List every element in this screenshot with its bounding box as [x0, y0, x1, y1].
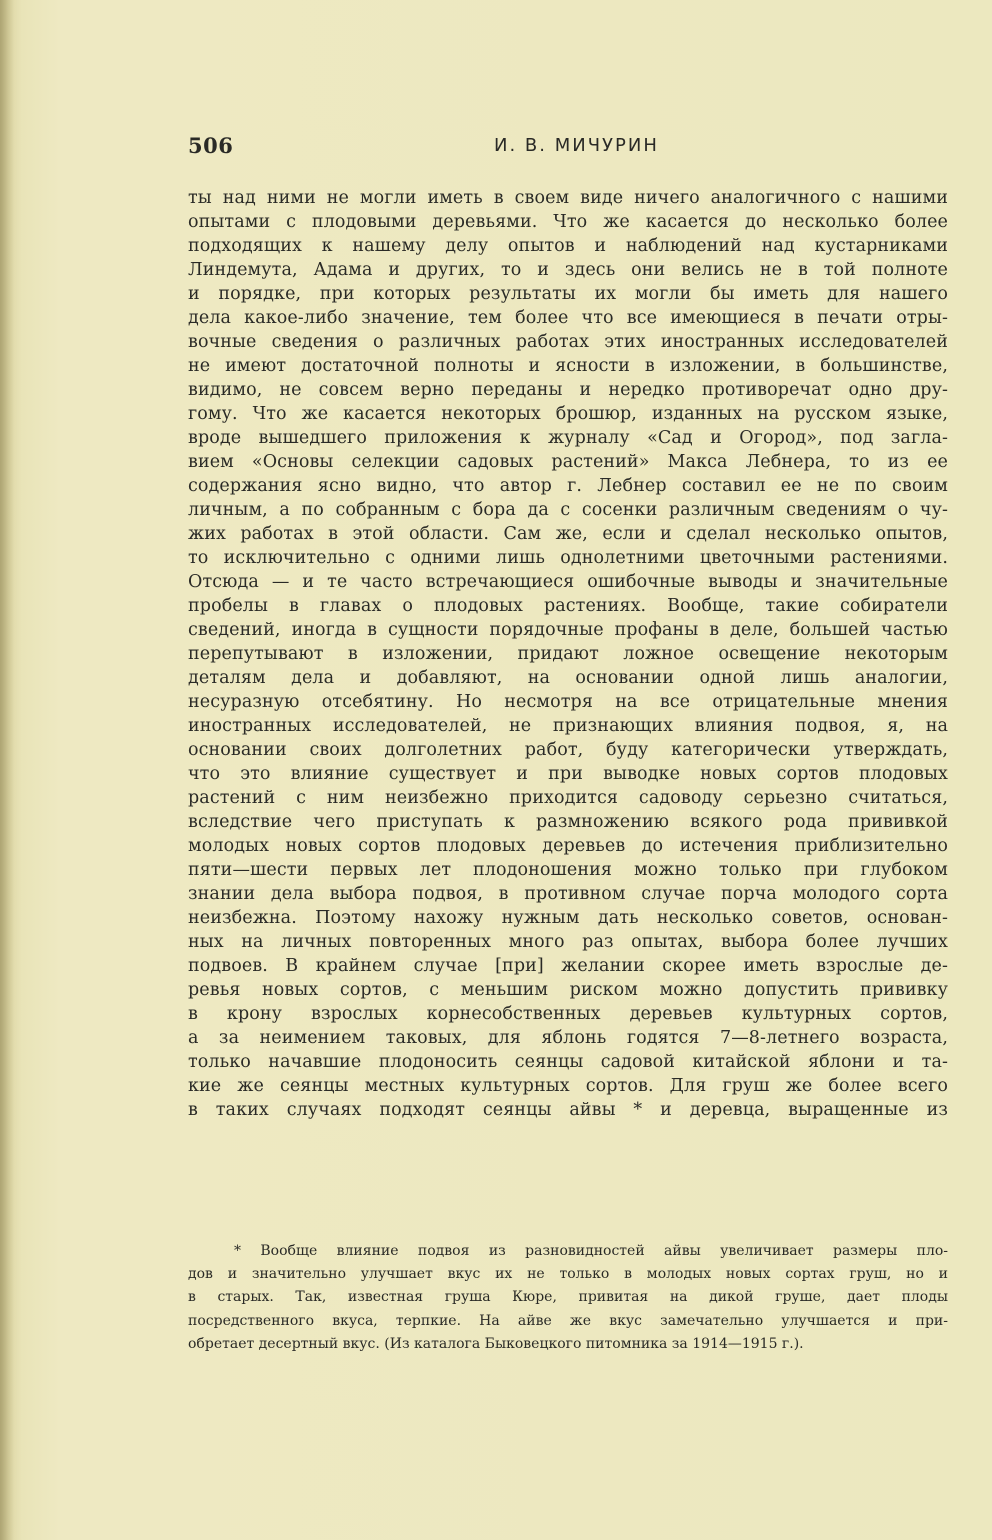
text-line: а за неимением таковых, для яблонь годятся 7—8-летнего возраста,	[188, 1028, 948, 1048]
text-line: деталям дела и добавляют, на основании одной лишь аналогии,	[188, 668, 948, 688]
text-line: молодых новых сортов плодовых деревьев до истечения приблизительно	[188, 836, 948, 856]
text-line: ты над ними не могли иметь в своем виде ничего аналогичного с нашими	[188, 188, 948, 208]
text-line: в крону взрослых корнесобственных деревьев культурных сортов,	[188, 1004, 948, 1024]
text-line: вием «Основы селекции садовых растений» Макса Лебнера, то из ее	[188, 452, 948, 472]
text-line: и порядке, при которых результаты их могли бы иметь для нашего	[188, 284, 948, 304]
text-line: Отсюда — и те часто встречающиеся ошибочные выводы и значительные	[188, 572, 948, 592]
text-line: Линдемута, Адама и других, то и здесь они велись не в той полноте	[188, 260, 948, 280]
text-line: содержания ясно видно, что автор г. Лебнер составил ее не по своим	[188, 476, 948, 496]
text-line: пяти—шести первых лет плодоношения можно только при глубоком	[188, 860, 948, 880]
page-edge-shadow	[0, 0, 14, 1540]
text-line: подходящих к нашему делу опытов и наблюдений над кустарниками	[188, 236, 948, 256]
text-line: ных на личных повторенных много раз опытах, выбора более лучших	[188, 932, 948, 952]
page-header	[188, 133, 948, 163]
text-line: не имеют достаточной полноты и ясности в изложении, в большинстве,	[188, 356, 948, 376]
text-line: вследствие чего приступать к размножению всякого рода прививкой	[188, 812, 948, 832]
text-line: дела какое-либо значение, тем более что все имеющиеся в печати отры-	[188, 308, 948, 328]
footnote-line: дов и значительно улучшает вкус их не только в молодых новых сортах груш, но и	[188, 1266, 948, 1283]
text-line: опытами с плодовыми деревьями. Что же касается до несколько более	[188, 212, 948, 232]
page-number: 506	[188, 133, 234, 158]
footnote-line: обретает десертный вкус. (Из каталога Быковецкого питомника за 1914—1915 г.).	[188, 1335, 804, 1352]
text-line: вочные сведения о различных работах этих иностранных исследователей	[188, 332, 948, 352]
text-line: в таких случаях подходят сеянцы айвы * и деревца, выращенные из	[188, 1100, 948, 1120]
text-line: растений с ним неизбежно приходится садоводу серьезно считаться,	[188, 788, 948, 808]
text-line: сведений, иногда в сущности порядочные профаны в деле, большей частью	[188, 620, 948, 640]
text-line: кие же сеянцы местных культурных сортов. Для груш же более всего	[188, 1076, 948, 1096]
text-line: неизбежна. Поэтому нахожу нужным дать несколько советов, основан-	[188, 908, 948, 928]
footnote-line: посредственного вкуса, терпкие. На айве же вкус замечательно улучшается и при-	[188, 1312, 948, 1329]
body-text	[188, 186, 948, 1122]
text-line: гому. Что же касается некоторых брошюр, изданных на русском языке,	[188, 404, 948, 424]
text-line: перепутывают в изложении, придают ложное освещение некоторым	[188, 644, 948, 664]
footnote-line: * Вообще влияние подвоя из разновидностей айвы увеличивает размеры пло-	[234, 1243, 948, 1259]
text-line: пробелы в главах о плодовых растениях. Вообще, такие собиратели	[188, 596, 948, 616]
text-line: несуразную отсебятину. Но несмотря на все отрицательные мнения	[188, 692, 948, 712]
footnote-line: в старых. Так, известная груша Кюре, привитая на дикой груше, дает плоды	[188, 1289, 948, 1306]
text-line: вроде вышедшего приложения к журналу «Сад и Огород», под загла-	[188, 428, 948, 448]
text-line: подвоев. В крайнем случае [при] желании скорее иметь взрослые де-	[188, 956, 948, 976]
text-line: личным, а по собранным с бора да с сосенки различным сведениям о чу-	[188, 500, 948, 520]
footnote	[188, 1240, 948, 1356]
text-line: видимо, не совсем верно переданы и нередко противоречат одно дру-	[188, 380, 948, 400]
text-line: жих работах в этой области. Сам же, если и сделал несколько опытов,	[188, 524, 948, 544]
text-line: только начавшие плодоносить сеянцы садовой китайской яблони и та-	[188, 1052, 948, 1072]
text-line: ревья новых сортов, с меньшим риском можно допустить прививку	[188, 980, 948, 1000]
text-line: знании дела выбора подвоя, в противном случае порча молодого сорта	[188, 884, 948, 904]
text-line: что это влияние существует и при выводке новых сортов плодовых	[188, 764, 948, 784]
running-head: И. В. МИЧУРИН	[494, 135, 659, 156]
text-line: иностранных исследователей, не признающих влияния подвоя, я, на	[188, 716, 948, 736]
text-line: то исключительно с одними лишь однолетними цветочными растениями.	[188, 548, 948, 568]
text-line: основании своих долголетних работ, буду категорически утверждать,	[188, 740, 948, 760]
